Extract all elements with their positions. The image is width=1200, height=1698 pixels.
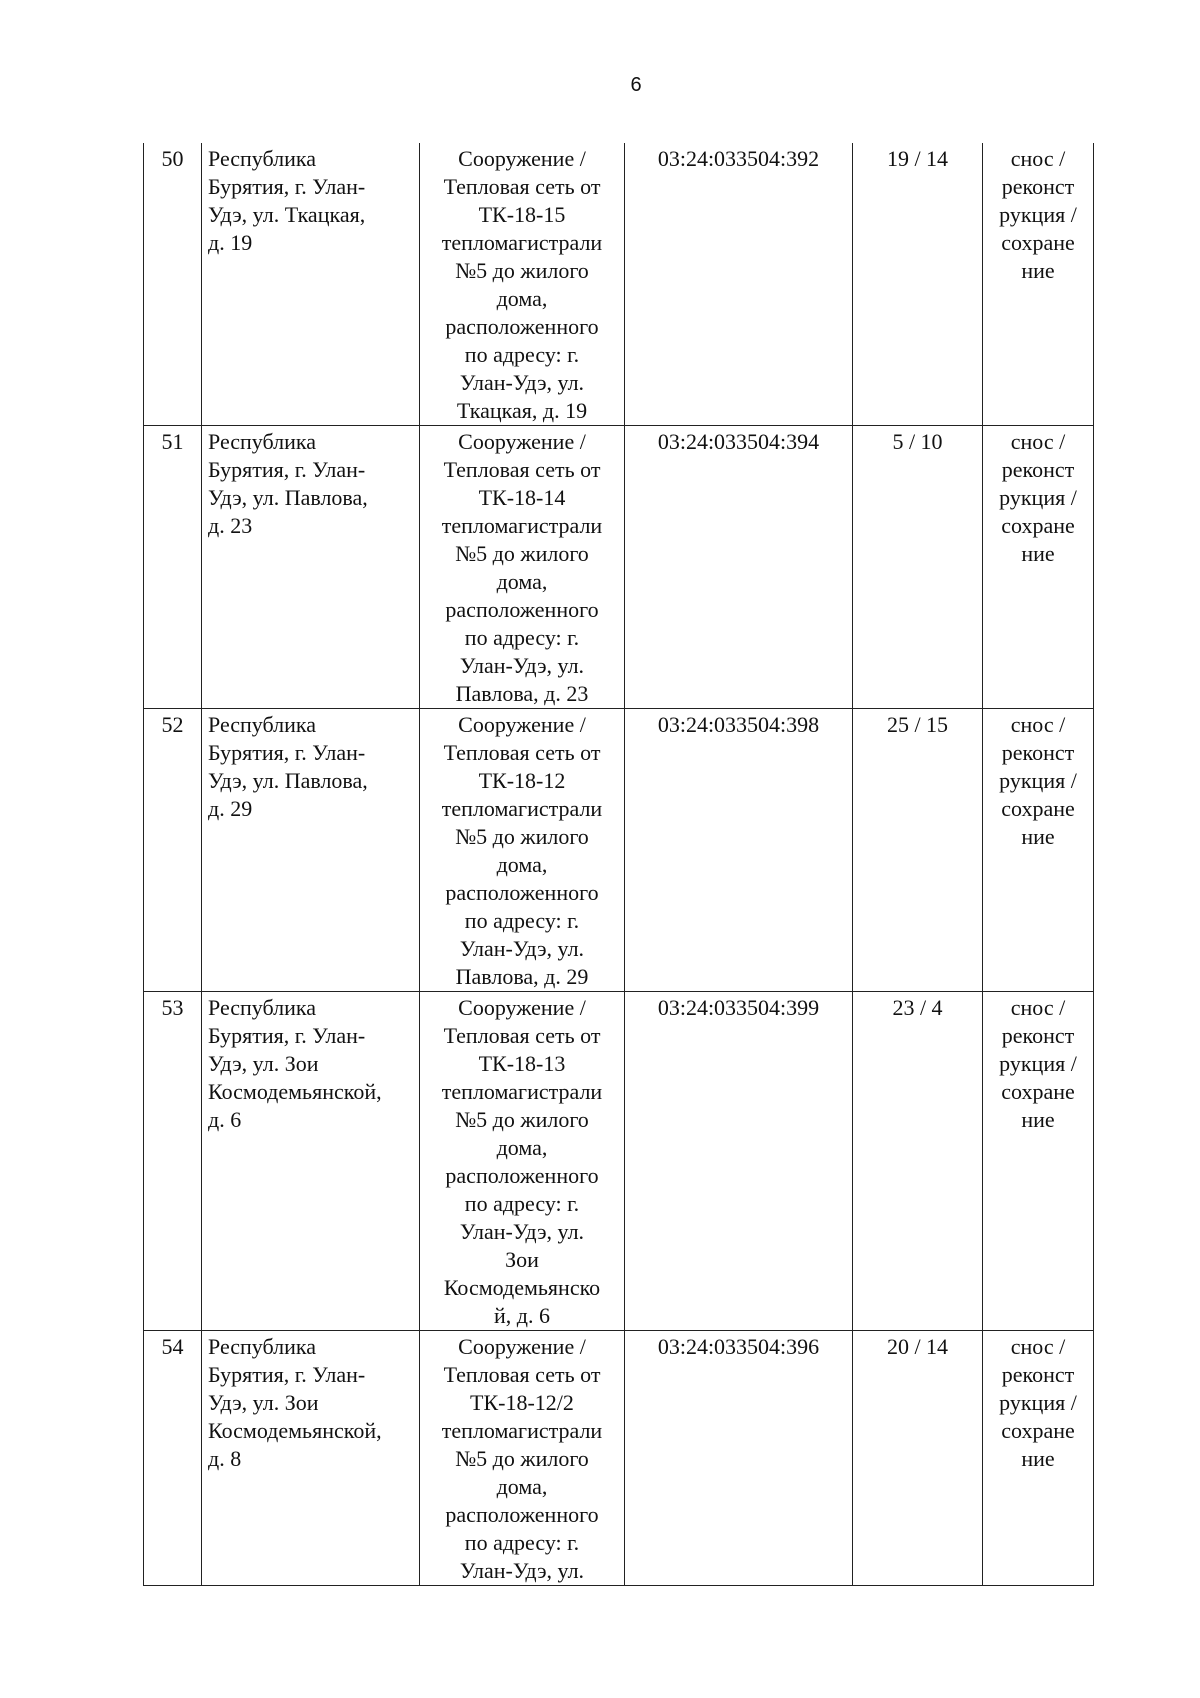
object-description-cell-line: №5 до жилого [455, 258, 589, 283]
page-number: 6 [630, 74, 642, 96]
object-description-cell [420, 426, 625, 709]
object-description-cell-line: №5 до жилого [455, 541, 589, 566]
cadastral-number-cell: 03:24:033504:399 [625, 992, 853, 1331]
cadastral-number-cell: 03:24:033504:392 [625, 143, 853, 426]
object-description-cell-line: №5 до жилого [455, 824, 589, 849]
address-cell-line: Удэ, ул. Ткацкая, [208, 202, 366, 227]
object-description-cell-line: по адресу: г. [464, 1530, 580, 1555]
action-cell-line: реконст [1001, 1023, 1075, 1048]
object-description-cell-line: Сооружение / [458, 1334, 586, 1359]
action-cell-line: рукция / [999, 202, 1077, 227]
area-cell: 23 / 4 [853, 992, 983, 1331]
action-cell-line: ние [1021, 258, 1055, 283]
object-description-cell-line: расположенного [445, 880, 599, 905]
object-description-cell-line: Тепловая сеть от [443, 174, 601, 199]
address-cell [202, 1331, 420, 1586]
object-description-cell [420, 709, 625, 992]
action-cell-line: реконст [1001, 457, 1075, 482]
address-cell [202, 143, 420, 426]
action-cell-line: сохране [1001, 230, 1075, 255]
object-description-cell-line: ТК-18-14 [478, 485, 566, 510]
action-cell-line: снос / [1010, 429, 1066, 454]
object-description-cell-line: Сооружение / [458, 995, 586, 1020]
object-description-cell-line: ТК-18-12 [478, 768, 566, 793]
action-cell-line: ние [1021, 1446, 1055, 1471]
address-cell-line: Республика [208, 995, 317, 1020]
address-cell-line: Космодемьянской, [208, 1418, 382, 1443]
table-row [144, 143, 1094, 426]
object-description-cell-line: тепломагистрали [441, 230, 603, 255]
object-description-cell-line: Павлова, д. 29 [455, 964, 589, 989]
address-cell-line: Космодемьянской, [208, 1079, 382, 1104]
object-description-cell-line: Сооружение / [458, 712, 586, 737]
object-description-cell-line: Тепловая сеть от [443, 457, 601, 482]
address-cell-line: д. 19 [208, 230, 253, 255]
object-description-cell-line: Ткацкая, д. 19 [456, 398, 588, 423]
action-cell [983, 143, 1094, 426]
object-description-cell-line: Космодемьянско [443, 1275, 601, 1300]
object-description-cell-line: Улан-Удэ, ул. [459, 1219, 585, 1244]
action-cell-line: снос / [1010, 712, 1066, 737]
object-description-cell-line: №5 до жилого [455, 1107, 589, 1132]
object-description-cell-line: Улан-Удэ, ул. [459, 653, 585, 678]
action-cell-line: реконст [1001, 174, 1075, 199]
address-cell [202, 709, 420, 992]
object-description-cell-line: Тепловая сеть от [443, 740, 601, 765]
action-cell-line: рукция / [999, 1390, 1077, 1415]
address-cell-line: Республика [208, 429, 317, 454]
area-cell: 19 / 14 [853, 143, 983, 426]
action-cell [983, 709, 1094, 992]
row-number-cell: 54 [144, 1331, 202, 1586]
address-cell-line: Бурятия, г. Улан- [208, 174, 366, 199]
object-description-cell-line: дома, [496, 569, 548, 594]
address-cell-line: Удэ, ул. Павлова, [208, 485, 368, 510]
address-cell-line: Бурятия, г. Улан- [208, 740, 366, 765]
table-body [144, 143, 1094, 1586]
object-description-cell-line: тепломагистрали [441, 513, 603, 538]
area-cell: 5 / 10 [853, 426, 983, 709]
address-cell-line: Республика [208, 712, 317, 737]
action-cell-line: сохране [1001, 1418, 1075, 1443]
object-description-cell-line: Улан-Удэ, ул. [459, 370, 585, 395]
object-description-cell-line: тепломагистрали [441, 1079, 603, 1104]
object-description-cell-line: Сооружение / [458, 146, 586, 171]
row-number-cell: 51 [144, 426, 202, 709]
object-description-cell-line: тепломагистрали [441, 796, 603, 821]
object-description-cell-line: по адресу: г. [464, 625, 580, 650]
object-description-cell-line: ТК-18-13 [478, 1051, 566, 1076]
object-description-cell-line: дома, [496, 1474, 548, 1499]
address-cell-line: Бурятия, г. Улан- [208, 457, 366, 482]
object-description-cell-line: расположенного [445, 1502, 599, 1527]
object-description-cell-line: Тепловая сеть от [443, 1023, 601, 1048]
table-row [144, 709, 1094, 992]
action-cell-line: снос / [1010, 1334, 1066, 1359]
row-number-cell: 53 [144, 992, 202, 1331]
action-cell-line: сохране [1001, 796, 1075, 821]
action-cell-line: сохране [1001, 1079, 1075, 1104]
object-description-cell [420, 143, 625, 426]
cadastral-number-cell: 03:24:033504:398 [625, 709, 853, 992]
object-description-cell-line: Зои [505, 1247, 539, 1272]
object-description-cell-line: дома, [496, 1135, 548, 1160]
object-description-cell-line: по адресу: г. [464, 342, 580, 367]
address-cell [202, 992, 420, 1331]
address-cell-line: д. 23 [208, 513, 253, 538]
object-description-cell-line: по адресу: г. [464, 1191, 580, 1216]
action-cell-line: реконст [1001, 740, 1075, 765]
action-cell-line: рукция / [999, 768, 1077, 793]
address-cell-line: Удэ, ул. Павлова, [208, 768, 368, 793]
table-row [144, 426, 1094, 709]
address-cell-line: Удэ, ул. Зои [208, 1051, 319, 1076]
object-description-cell-line: тепломагистрали [441, 1418, 603, 1443]
address-cell-line: д. 6 [208, 1107, 242, 1132]
object-description-cell-line: дома, [496, 286, 548, 311]
action-cell [983, 992, 1094, 1331]
object-description-cell-line: по адресу: г. [464, 908, 580, 933]
object-description-cell-line: дома, [496, 852, 548, 877]
address-cell-line: д. 29 [208, 796, 253, 821]
object-description-cell-line: ТК-18-12/2 [470, 1390, 574, 1415]
object-description-cell-line: расположенного [445, 597, 599, 622]
address-cell-line: Удэ, ул. Зои [208, 1390, 319, 1415]
area-cell: 25 / 15 [853, 709, 983, 992]
area-cell: 20 / 14 [853, 1331, 983, 1586]
action-cell-line: сохране [1001, 513, 1075, 538]
object-description-cell [420, 1331, 625, 1586]
action-cell-line: рукция / [999, 485, 1077, 510]
object-description-cell-line: Улан-Удэ, ул. [459, 936, 585, 961]
cadastral-number-cell: 03:24:033504:394 [625, 426, 853, 709]
address-cell-line: Бурятия, г. Улан- [208, 1023, 366, 1048]
table-row [144, 1331, 1094, 1586]
address-cell [202, 426, 420, 709]
address-cell-line: Республика [208, 146, 317, 171]
object-description-cell-line: Тепловая сеть от [443, 1362, 601, 1387]
object-description-cell-line: №5 до жилого [455, 1446, 589, 1471]
action-cell-line: реконст [1001, 1362, 1075, 1387]
action-cell [983, 426, 1094, 709]
row-number-cell: 50 [144, 143, 202, 426]
action-cell-line: ние [1021, 541, 1055, 566]
action-cell-line: снос / [1010, 146, 1066, 171]
row-number-cell: 52 [144, 709, 202, 992]
object-description-cell-line: Павлова, д. 23 [455, 681, 589, 706]
action-cell-line: ние [1021, 824, 1055, 849]
object-description-cell-line: расположенного [445, 314, 599, 339]
address-cell-line: д. 8 [208, 1446, 242, 1471]
cadastral-number-cell: 03:24:033504:396 [625, 1331, 853, 1586]
table-row [144, 992, 1094, 1331]
property-table [143, 143, 1094, 1586]
object-description-cell-line: расположенного [445, 1163, 599, 1188]
object-description-cell [420, 992, 625, 1331]
object-description-cell-line: й, д. 6 [494, 1303, 550, 1328]
address-cell-line: Бурятия, г. Улан- [208, 1362, 366, 1387]
object-description-cell-line: Улан-Удэ, ул. [459, 1558, 585, 1583]
action-cell-line: рукция / [999, 1051, 1077, 1076]
action-cell [983, 1331, 1094, 1586]
address-cell-line: Республика [208, 1334, 317, 1359]
object-description-cell-line: Сооружение / [458, 429, 586, 454]
object-description-cell-line: ТК-18-15 [478, 202, 566, 227]
action-cell-line: ние [1021, 1107, 1055, 1132]
action-cell-line: снос / [1010, 995, 1066, 1020]
